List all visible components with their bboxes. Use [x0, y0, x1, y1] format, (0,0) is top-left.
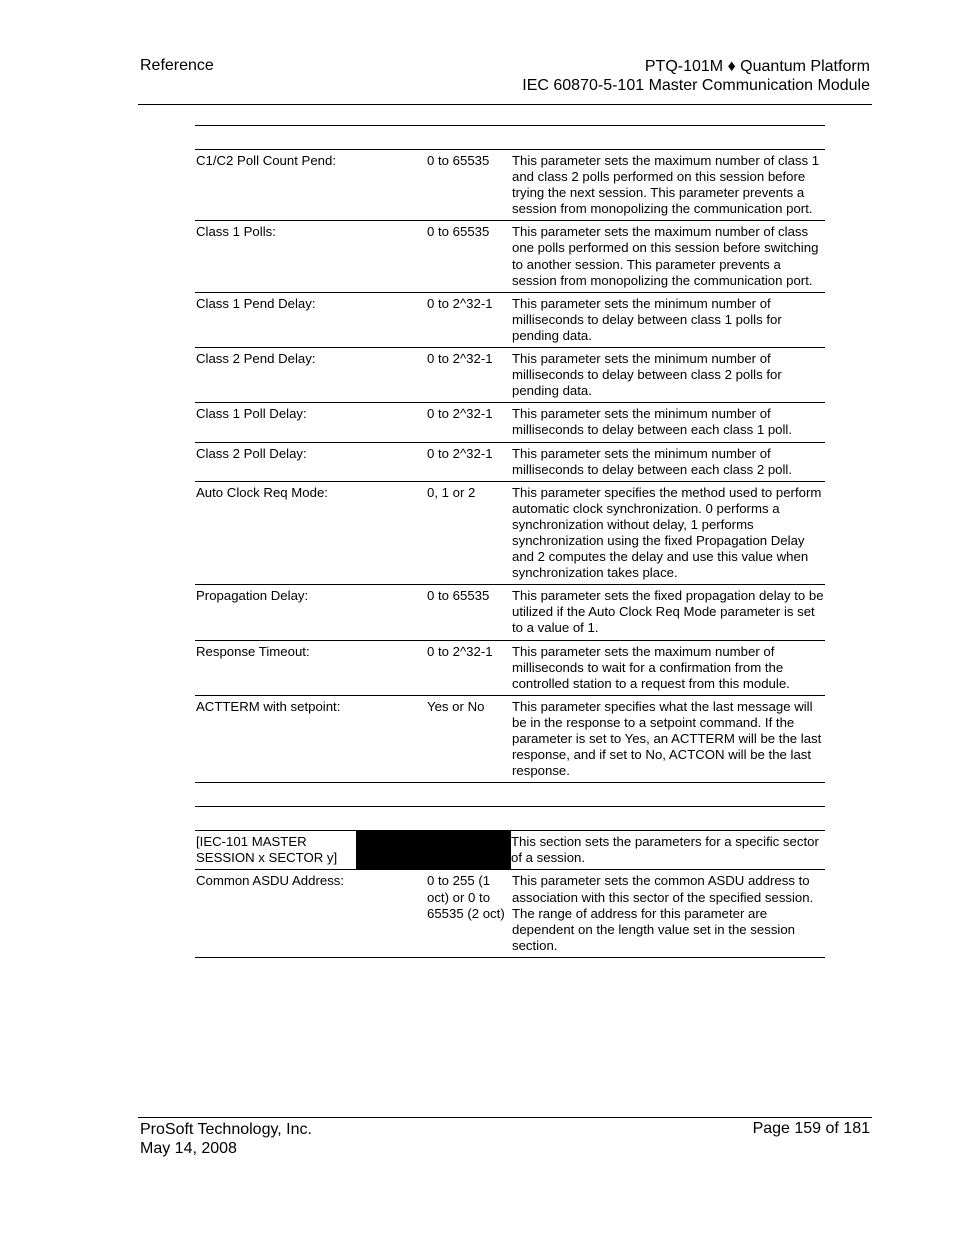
- header-product-title: [522, 57, 870, 95]
- parameter-range: 0 to 65535: [427, 588, 490, 604]
- table-row: [195, 443, 825, 482]
- parameter-description: This parameter sets the fixed propagation delay to be utilized if the Auto Clock Req Mode parameter is set to a value of 1.: [512, 588, 824, 636]
- parameter-name: C1/C2 Poll Count Pend:: [196, 153, 337, 168]
- section-black-cell: [356, 831, 511, 869]
- parameter-description: This parameter sets the maximum number of class 1 and class 2 polls performed on this session before trying the next session. This parameter prevents a session from monopolizing the communication port.: [512, 153, 820, 217]
- parameter-range: 0 to 65535: [427, 153, 490, 168]
- section-header-row: [195, 831, 825, 870]
- parameter-name: Class 2 Poll Delay:: [196, 445, 307, 461]
- table-row: [195, 403, 825, 442]
- parameter-range: 0 to 2^32-1: [427, 351, 493, 367]
- footer-info: [140, 1120, 312, 1158]
- parameter-name: Class 1 Pend Delay:: [196, 295, 316, 311]
- table-row: [195, 482, 825, 586]
- parameter-name: ACTTERM with setpoint:: [196, 698, 341, 714]
- parameter-range: 0 to 2^32-1: [427, 406, 493, 422]
- parameter-range: 0 to 2^32-1: [427, 295, 493, 311]
- parameter-description: This parameter sets the minimum number of milliseconds to delay between class 1 polls for pending data.: [512, 295, 782, 343]
- footer-date: May 14, 2008: [140, 1140, 237, 1157]
- parameter-description: This parameter sets the minimum number of milliseconds to delay between each class 1 poll.: [512, 406, 793, 438]
- parameter-name: Propagation Delay:: [196, 588, 309, 604]
- table-row: [195, 150, 825, 221]
- parameter-range: 0, 1 or 2: [427, 484, 476, 500]
- parameter-range: 0 to 65535: [427, 224, 490, 240]
- parameter-description: This parameter sets the maximum number of milliseconds to wait for a confirmation from the controlled station to a request from this module.: [512, 643, 790, 691]
- page-number: Page 159 of 181: [752, 1120, 870, 1137]
- parameter-range: 0 to 2^32-1: [427, 643, 493, 659]
- parameter-description: This parameter specifies what the last message will be in the response to a setpoint command. If the parameter is set to Yes, an ACTTERM will be the last response, and if set to No, ACTCON will be the last response.: [512, 698, 822, 779]
- parameter-description: This parameter sets the maximum number of class one polls performed on this session before switching to another session. This parameter prevents a session from monopolizing the communication port.: [512, 224, 819, 288]
- parameter-name: Class 1 Polls:: [196, 224, 276, 240]
- header-product-line: PTQ-101M ♦ Quantum Platform: [644, 58, 870, 75]
- parameter-range: 0 to 255 (1 oct) or 0 to 65535 (2 oct): [427, 873, 505, 921]
- parameter-description: This parameter sets the common ASDU address to association with this sector of the specified session. The range of address for this parameter are dependent on the length value set in the session section.: [512, 873, 814, 953]
- parameter-name: Class 2 Pend Delay:: [196, 351, 316, 367]
- table-row: [195, 293, 825, 348]
- table-row: [195, 348, 825, 403]
- parameter-description: This parameter specifies the method used to perform automatic clock synchronization. 0 performs a synchronization without delay, 1 performs synchronization using the fixed Propagation Delay and 2 computes the delay and use this value when synchronization takes place.: [512, 484, 822, 581]
- table-row: [195, 696, 825, 783]
- header-divider: [138, 104, 872, 105]
- table-row: [195, 870, 825, 957]
- parameter-description: This parameter sets the minimum number of milliseconds to delay between each class 2 poll.: [512, 445, 793, 477]
- parameter-table: [195, 125, 825, 958]
- table-row: [195, 585, 825, 640]
- footer-company: ProSoft Technology, Inc.: [140, 1121, 312, 1138]
- footer-divider: [138, 1117, 872, 1118]
- section-description: This section sets the parameters for a specific sector of a session.: [511, 834, 819, 866]
- header-module-line: IEC 60870-5-101 Master Communication Module: [522, 77, 870, 94]
- parameter-description: This parameter sets the minimum number of milliseconds to delay between class 2 polls for pending data.: [512, 351, 782, 399]
- parameter-name: Response Timeout:: [196, 643, 310, 659]
- parameter-name: Common ASDU Address:: [196, 873, 345, 889]
- parameter-range: Yes or No: [427, 698, 485, 714]
- section-name: [IEC-101 MASTER SESSION x SECTOR y]: [196, 834, 338, 866]
- table-row: [195, 641, 825, 696]
- table-row: [195, 221, 825, 292]
- parameter-range: 0 to 2^32-1: [427, 445, 493, 461]
- header-section-title: Reference: [140, 57, 214, 74]
- parameter-name: Class 1 Poll Delay:: [196, 406, 307, 422]
- parameter-name: Auto Clock Req Mode:: [196, 484, 328, 500]
